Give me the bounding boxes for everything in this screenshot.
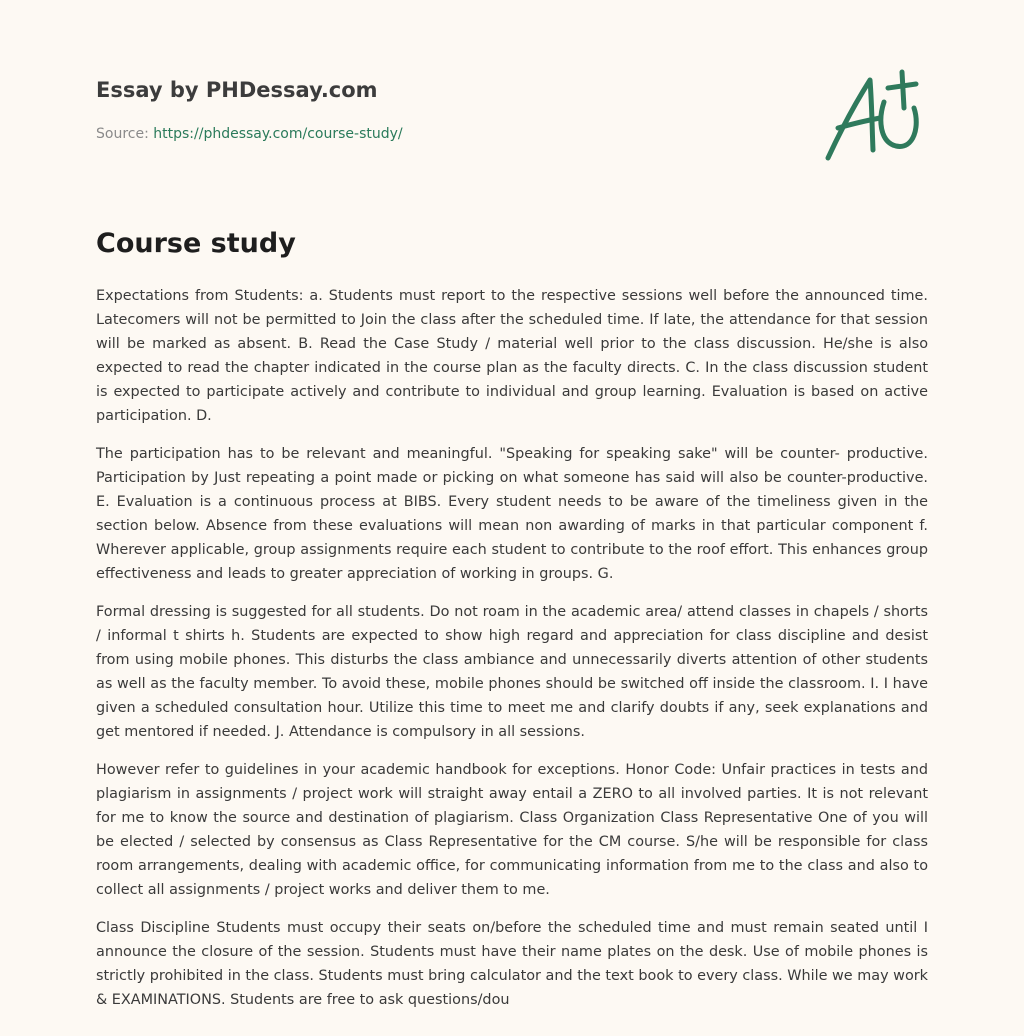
article-body — [96, 284, 928, 1026]
page-header — [96, 74, 796, 144]
paragraph: Formal dressing is suggested for all students. Do not roam in the academic area/ attend classes in chapels / shorts / informal t shirts h. Students are expected to show high regard and appreciation for class discipline and desist from using mobile phones. This disturbs the class ambiance and unnecessarily diverts attention of other students as well as the faculty member. To avoid these, mobile phones should be switched off inside the classroom. I. I have given a scheduled consultation hour. Utilize this time to meet me and clarify doubts if any, seek explanations and get mentored if needed. J. Attendance is compulsory in all sessions. — [96, 604, 928, 740]
paragraph: The participation has to be relevant and meaningful. "Speaking for speaking sake" will be counter- productive. Participation by Just repeating a point made or picking on what someone has said will also be counter-productive. E. Evaluation is a continuous process at BIBS. Every student needs to be aware of the timeliness given in the section below. Absence from these evaluations will mean non awarding of marks in that particular component f. Wherever applicable, group assignments require each student to contribute to the roof effort. This enhances group effectiveness and leads to greater appreciation of working in groups. G. — [96, 446, 928, 582]
source-label: Source: — [96, 126, 149, 142]
site-title: Essay by PHDessay.com — [96, 78, 378, 102]
page-title: Course study — [96, 228, 296, 259]
paragraph: Class Discipline Students must occupy their seats on/before the scheduled time and must remain seated until I announce the closure of the session. Students must have their name plates on the desk. Use of mobile phones is strictly prohibited in the class. Students must bring calculator and the text book to every class. While we may work & EXAMINATIONS. Students are free to ask questions/dou — [96, 920, 928, 1008]
paragraph: However refer to guidelines in your academic handbook for exceptions. Honor Code: Unfair practices in tests and plagiarism in assignments / project work will straight away entail a ZERO to all involved parties. It is not relevant for me to know the source and destination of plagiarism. Class Organization Class Representative One of you will be elected / selected by consensus as Class Representative for the CM course. S/he will be responsible for class room arrangements, dealing with academic office, for communicating information from me to the class and also to collect all assignments / project works and deliver them to me. — [96, 762, 928, 898]
source-line — [96, 124, 796, 144]
source-link[interactable]: https://phdessay.com/course-study/ — [153, 126, 403, 142]
a-plus-grade-icon — [818, 66, 930, 166]
paragraph: Expectations from Students: a. Students must report to the respective sessions well before the announced time. Latecomers will not be permitted to Join the class after the scheduled time. If late, the attendance for that session will be marked as absent. B. Read the Case Study / material well prior to the class discussion. He/she is also expected to read the chapter indicated in the course plan as the faculty directs. C. In the class discussion student is expected to participate actively and contribute to individual and group learning. Evaluation is based on active participation. D. — [96, 288, 928, 424]
